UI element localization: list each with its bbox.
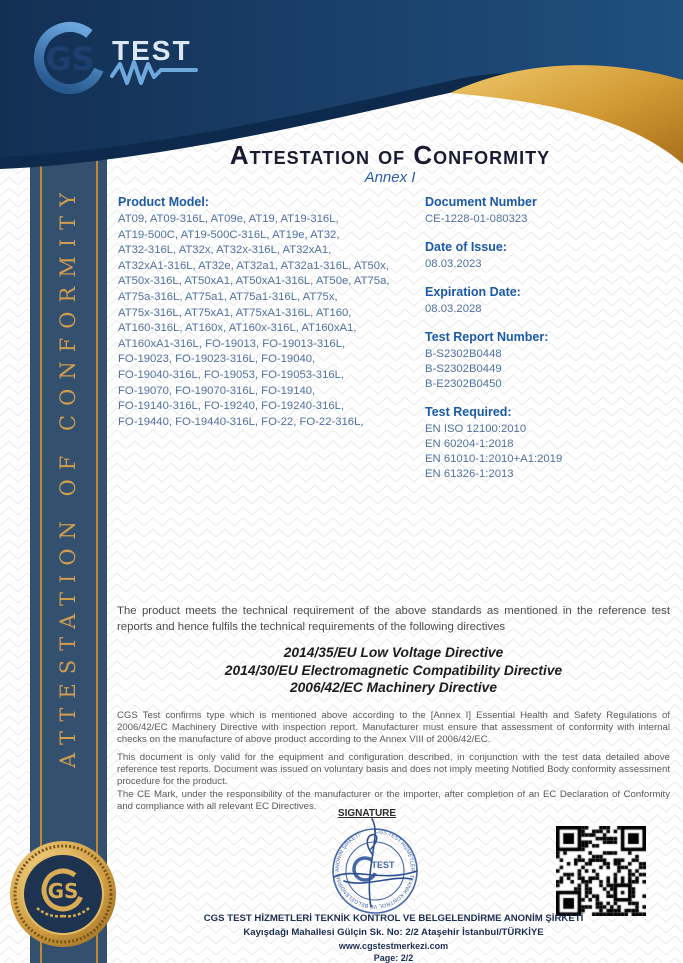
detail-label: Test Required: — [425, 405, 512, 419]
directive-line: 2014/30/EU Electromagnetic Compatibility Directive — [224, 662, 563, 678]
product-model-line: AT75a-316L, AT75a1, AT75a1-316L, AT75x, — [118, 290, 338, 303]
logo-brand-text: TEST — [112, 35, 192, 66]
seal-monogram: GS — [47, 879, 79, 903]
product-model-line: AT09, AT09-316L, AT09e, AT19, AT19-316L, — [118, 213, 339, 225]
detail-value: EN 61326-1:2013 — [425, 468, 514, 480]
product-model-label: Product Model: — [118, 195, 209, 209]
footer-company: CGS TEST HİZMETLERİ TEKNİK KONTROL VE BELGELENDİRME ANONİM ŞİRKETİ — [203, 913, 584, 924]
detail-values — [425, 212, 673, 227]
cgs-logo — [22, 10, 207, 106]
detail-section — [425, 240, 673, 272]
product-model-line: FO-19023, FO-19023-316L, FO-19040, — [118, 353, 316, 366]
page-title: Attestation of Conformity — [229, 140, 551, 170]
detail-values — [425, 257, 673, 272]
detail-label: Document Number — [425, 195, 537, 209]
fine-print-paragraph-2: This document is only valid for the equipment and configuration described, in conjunction with the test data detailed above reference test reports. Document was issued on voluntary basis and does not imply meeting Notified Body conformity assessment procedure for the product. — [117, 752, 670, 788]
detail-value: EN ISO 12100:2010 — [425, 423, 527, 435]
detail-value: B-S2302B0449 — [425, 363, 502, 375]
footer — [117, 913, 670, 963]
product-model-line: AT32-316L, AT32x, AT32x-316L, AT32xA1, — [118, 244, 332, 257]
product-model-line: AT50x-316L, AT50xA1, AT50xA1-316L, AT50e, AT75a, — [118, 275, 390, 288]
detail-value: CE-1228-01-080323 — [425, 213, 528, 225]
ribbon-gold-line-right — [96, 120, 98, 963]
product-model-line: FO-19040-316L, FO-19053, FO-19053-316L, — [118, 368, 345, 381]
company-stamp — [320, 815, 430, 923]
detail-value: 08.03.2028 — [425, 303, 482, 315]
detail-label: Date of Issue: — [425, 240, 507, 254]
logo-monogram: GS — [45, 40, 95, 78]
product-model-line: AT75x-316L, AT75xA1, AT75xA1-316L, AT160, — [118, 306, 352, 319]
stamp-ring-text: CGS TEST HİZMETLERİ TEKNİK KONTROL VE BELGELENDİRME ANONİM ŞİRKETİ — [334, 828, 415, 910]
detail-value: B-E2302B0450 — [425, 378, 502, 390]
product-model-section — [118, 195, 422, 430]
conformity-statement: The product meets the technical requirement of the above standards as mentioned in the reference test reports and hence fulfils the technical requirements of the following directives — [117, 605, 670, 633]
footer-address: Kayışdağı Mahallesi Gülçin Sk. No: 2/2 Ataşehir İstanbul/TÜRKİYE — [243, 927, 544, 938]
directives-list — [117, 644, 670, 697]
detail-value: 08.03.2023 — [425, 258, 482, 270]
footer-page-number: Page: 2/2 — [373, 953, 414, 963]
product-model-line: AT160-316L, AT160x, AT160x-316L, AT160xA1, — [118, 322, 357, 335]
detail-value: EN 61010-1:2010+A1:2019 — [425, 453, 563, 465]
signature-heading: SIGNATURE — [337, 808, 397, 819]
details-column — [425, 195, 673, 495]
detail-label: Expiration Date: — [425, 285, 521, 299]
fine-print-paragraph-3: The CE Mark, under the responsibility of the manufacturer or the importer, after completion of an EC Declaration of Conformity and compliance with all relevant EC Directives. — [117, 788, 670, 812]
detail-section — [425, 195, 673, 227]
directive-line: 2014/35/EU Low Voltage Directive — [283, 645, 504, 660]
detail-values — [425, 422, 673, 482]
product-model-list — [118, 212, 422, 430]
gold-seal — [7, 838, 119, 950]
detail-section — [425, 285, 673, 317]
stamp-center-text: TEST — [371, 860, 395, 870]
ribbon-vertical-title: ATTESTATION OF CONFORMITY — [56, 184, 80, 768]
detail-values — [425, 302, 673, 317]
product-model-line: FO-19070, FO-19070-316L, FO-19140, — [118, 384, 316, 397]
detail-label: Test Report Number: — [425, 330, 549, 344]
ribbon-gold-line-left — [40, 120, 42, 963]
detail-section — [425, 330, 673, 392]
footer-website: www.cgstestmerkezi.com — [338, 941, 449, 951]
product-model-line: AT160xA1-316L, FO-19013, FO-19013-316L, — [118, 337, 346, 350]
page-subtitle: Annex I — [364, 169, 416, 186]
fine-print — [117, 710, 670, 813]
product-model-line: AT19-500C, AT19-500C-316L, AT19e, AT32, — [118, 228, 340, 241]
product-model-line: FO-19140-316L, FO-19240, FO-19240-316L, — [118, 400, 345, 413]
detail-values — [425, 347, 673, 392]
detail-section — [425, 405, 673, 482]
product-model-line: AT32xA1-316L, AT32e, AT32a1, AT32a1-316L, AT50x, — [118, 259, 389, 272]
product-model-line: FO-19440, FO-19440-316L, FO-22, FO-22-316L, — [118, 415, 364, 428]
detail-value: B-S2302B0448 — [425, 348, 502, 360]
detail-value: EN 60204-1:2018 — [425, 438, 514, 450]
fine-print-paragraph-1: CGS Test confirms type which is mentioned above according to the [Annex I] Essential Health and Safety Regulations of 2006/42/EC Machinery Directive with inspection report. Manufacturer must ensure that assessment of conformity with internal checks on the manufacture of above product according to the Annex VIII of 2006/42/EC. — [117, 710, 670, 746]
directive-line: 2006/42/EC Machinery Directive — [289, 680, 498, 695]
qr-code — [556, 826, 646, 916]
